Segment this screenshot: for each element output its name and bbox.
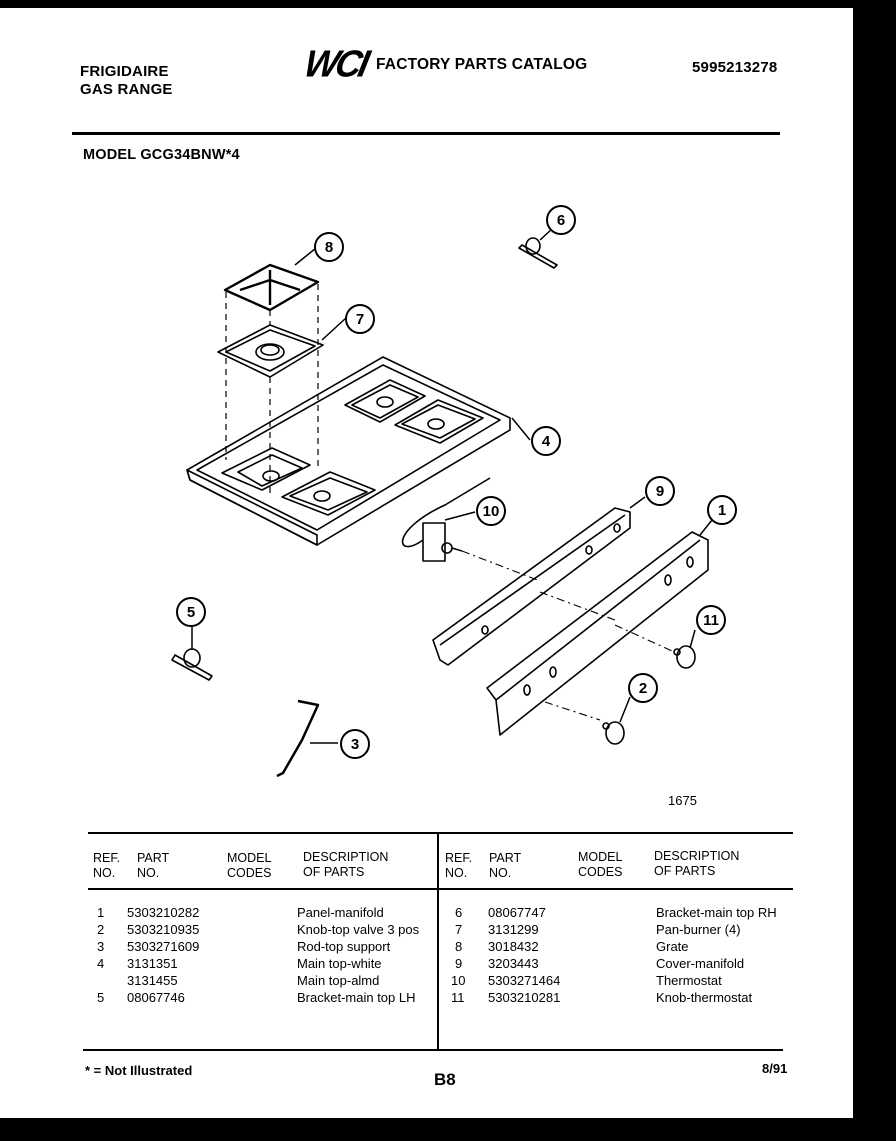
callout-5: 5 (176, 597, 206, 627)
part-description: Panel-manifold (297, 905, 384, 920)
part-description: Knob-top valve 3 pos (297, 922, 420, 937)
header-ref-no-right: REF. NO. (445, 851, 473, 880)
part-description: Bracket-main top LH (297, 990, 416, 1005)
header-part-no-right: PART NO. (489, 851, 522, 880)
panel-manifold-drawing (487, 532, 708, 735)
part-description: Bracket-main top RH (656, 905, 777, 920)
header-model-codes: MODEL CODES (227, 851, 272, 880)
part-no: 5303271464 (488, 973, 561, 988)
model-label: MODEL GCG34BNW*4 (83, 147, 240, 163)
table-top-rule (88, 832, 793, 834)
table-header-rule (88, 888, 793, 890)
header-description-right: DESCRIPTION OF PARTS (654, 849, 740, 878)
callout-7: 7 (345, 304, 375, 334)
part-no: 3018432 (488, 939, 539, 954)
part-no: 3131299 (488, 922, 539, 937)
brand-label: FRIGIDAIRE (80, 63, 169, 80)
callout-3: 3 (340, 729, 370, 759)
table-column-divider (437, 834, 439, 1050)
header-part-no: PART NO. (137, 851, 170, 880)
part-description: Cover-manifold (656, 956, 745, 971)
page-number: B8 (434, 1070, 456, 1089)
header-model-codes-right: MODEL CODES (578, 850, 623, 879)
grate-drawing (225, 265, 318, 310)
pan-burner-drawing (218, 325, 323, 377)
part-no: 5303210282 (127, 905, 200, 920)
part-no: 5303271609 (127, 939, 200, 954)
callout-10: 10 (476, 496, 506, 526)
knob-thermostat-drawing (674, 646, 695, 668)
not-illustrated-note: * = Not Illustrated (85, 1063, 193, 1078)
part-description: Rod-top support (297, 939, 391, 954)
part-no: 08067747 (488, 905, 546, 920)
part-description: Main top-almd (297, 973, 380, 988)
catalog-page (0, 8, 853, 1118)
callout-1: 1 (707, 495, 737, 525)
ref-no: 11 (451, 990, 465, 1005)
ref-no: 2 (97, 922, 105, 937)
figure-number: 1675 (668, 793, 697, 808)
header-ref-no: REF. NO. (93, 851, 121, 880)
callout-2: 2 (628, 673, 658, 703)
bracket-rh-drawing (519, 238, 557, 268)
part-no: 08067746 (127, 990, 185, 1005)
part-no: 3131455 (127, 973, 178, 988)
catalog-number: 5995213278 (692, 59, 778, 76)
callout-8: 8 (314, 232, 344, 262)
main-top-drawing (187, 357, 510, 545)
header-description: DESCRIPTION OF PARTS (303, 850, 389, 879)
ref-no: 8 (455, 939, 463, 954)
manifold-cover-drawing (433, 508, 630, 665)
ref-no: 1 (97, 905, 105, 920)
part-no: 3131351 (127, 956, 178, 971)
callout-6: 6 (546, 205, 576, 235)
catalog-title: FACTORY PARTS CATALOG (375, 55, 588, 73)
wci-logo: WCI (300, 41, 371, 85)
part-no: 5303210281 (488, 990, 561, 1005)
ref-no: 3 (97, 939, 105, 954)
callout-11: 11 (696, 605, 726, 635)
ref-no: 5 (97, 990, 105, 1005)
part-description: Knob-thermostat (656, 990, 753, 1005)
callout-4: 4 (531, 426, 561, 456)
callout-9: 9 (645, 476, 675, 506)
table-bottom-rule (83, 1049, 783, 1051)
ref-no: 7 (455, 922, 463, 937)
rod-top-support-drawing (277, 701, 318, 776)
ref-no: 6 (455, 905, 463, 920)
part-no: 5303210935 (127, 922, 200, 937)
part-description: Main top-white (297, 956, 382, 971)
product-label: GAS RANGE (80, 81, 173, 98)
revision-date: 8/91 (762, 1061, 788, 1076)
knob-top-valve-drawing (603, 722, 624, 744)
part-no: 3203443 (488, 956, 539, 971)
part-description: Grate (656, 939, 689, 954)
bracket-lh-drawing (172, 649, 212, 680)
ref-no: 10 (451, 973, 466, 988)
ref-no: 4 (97, 956, 105, 971)
part-description: Pan-burner (4) (656, 922, 741, 937)
part-description: Thermostat (656, 973, 722, 988)
ref-no: 9 (455, 956, 463, 971)
